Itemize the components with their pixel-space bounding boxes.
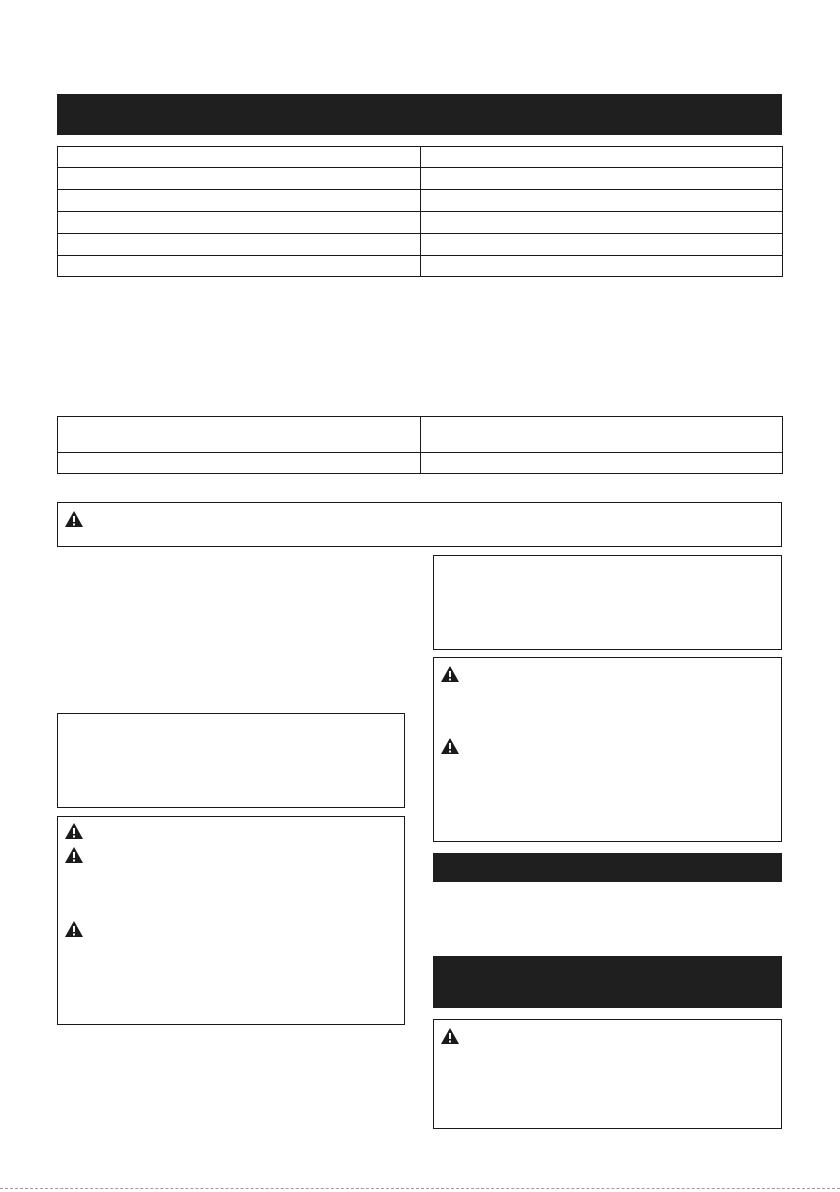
table-cell [58,147,421,168]
table-cell [58,168,421,190]
warning-triangle-icon [64,510,84,528]
table-row [58,234,783,256]
table-cell [58,417,421,453]
table-cell [58,453,421,474]
table-cell [421,190,783,212]
warning-triangle-icon [64,920,84,938]
table-row [58,256,783,277]
note-box-right [433,555,782,650]
warning-triangle-icon [440,1027,460,1045]
warning-box-right [433,657,782,842]
table-cell [421,234,783,256]
section-header-banner [57,94,782,135]
table-cell [421,453,783,474]
table-row [58,190,783,212]
table-cell [421,168,783,190]
section-header-banner-small [433,853,782,882]
warning-triangle-icon [64,846,84,864]
table-cell [421,417,783,453]
table-cell [421,147,783,168]
warning-triangle-icon [440,665,460,683]
table-cell [58,190,421,212]
table-cell [58,256,421,277]
table-row [58,147,783,168]
table-row [58,212,783,234]
table-row [58,417,783,453]
table-cell [421,212,783,234]
table-cell [58,212,421,234]
table-cell [58,234,421,256]
specifications-table [57,146,783,277]
warning-box-bottom-right [433,1019,782,1129]
warning-triangle-icon [440,737,460,755]
section-header-banner-tall [433,956,782,1008]
table-row [58,168,783,190]
warning-box-left [57,816,405,1025]
table-row [58,453,783,474]
warning-box-full [57,502,782,547]
table-cell [421,256,783,277]
warning-triangle-icon [64,822,84,840]
noise-table [57,416,783,474]
note-box-left [57,713,405,808]
page-edge-rule [0,1188,840,1189]
